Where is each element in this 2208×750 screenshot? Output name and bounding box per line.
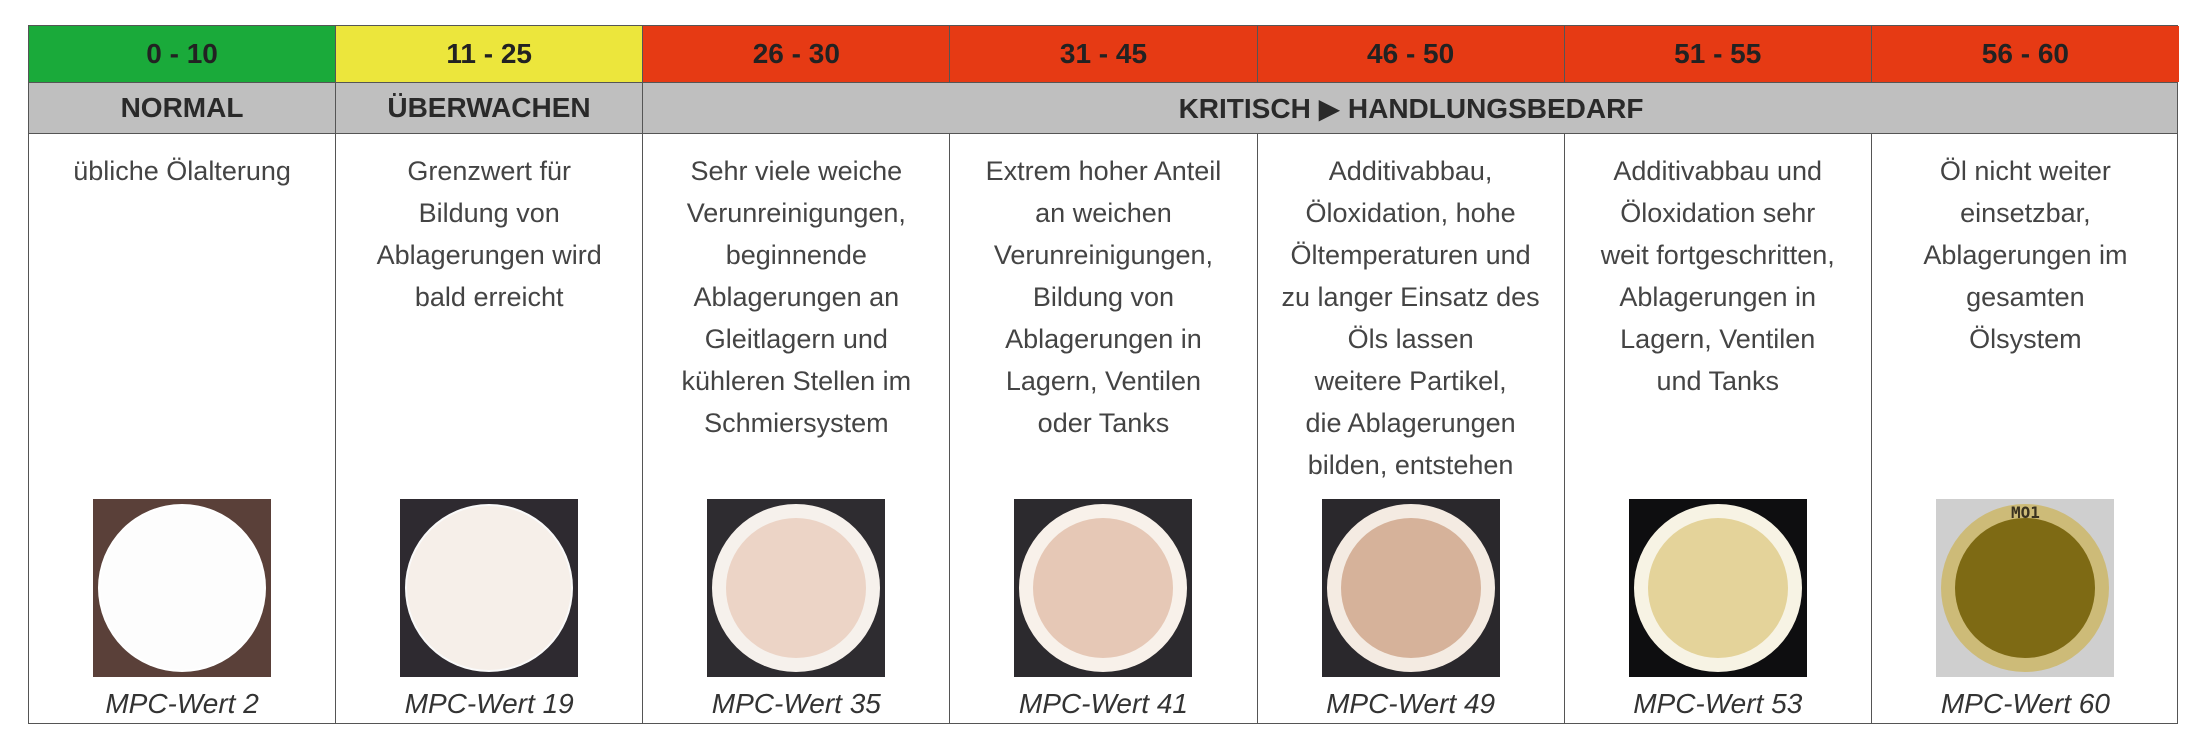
filter-patch-image xyxy=(707,499,885,677)
level-description xyxy=(956,150,1250,444)
description-line: zu langer Einsatz des xyxy=(1281,282,1540,312)
description-line: bilden, entstehen xyxy=(1307,450,1514,480)
patch-ring xyxy=(1019,504,1187,672)
filter-patch-image xyxy=(1936,499,2114,677)
description-line: Ablagerungen im xyxy=(1923,240,2128,270)
description-line: Verunreinigungen, xyxy=(993,240,1214,270)
mpc-value-label: MPC-Wert 41 xyxy=(1018,688,1188,719)
description-line: Öltemperaturen und xyxy=(1290,240,1531,270)
description-line: an weichen xyxy=(1035,198,1172,228)
patch-ring xyxy=(98,504,266,672)
description-line: oder Tanks xyxy=(1037,408,1170,438)
description-line: beginnende xyxy=(725,240,867,270)
mpc-value-label: MPC-Wert 49 xyxy=(1326,688,1496,719)
status-ueberwachen: ÜBERWACHEN xyxy=(336,83,643,133)
description-line: weit fortgeschritten, xyxy=(1600,240,1835,270)
level-description xyxy=(649,150,943,444)
description-line: einsetzbar, xyxy=(1960,198,2091,228)
patch-deposit xyxy=(407,506,571,670)
status-kritisch: KRITISCH ▶ HANDLUNGSBEDARF xyxy=(1178,92,1644,124)
filter-patch-image xyxy=(93,499,271,677)
mpc-scale-table xyxy=(28,25,2178,724)
patch-ring xyxy=(712,504,880,672)
mpc-value-label: MPC-Wert 53 xyxy=(1633,688,1803,719)
patch-deposit xyxy=(1648,518,1788,658)
patch-deposit xyxy=(100,506,264,670)
status-row xyxy=(29,82,2177,134)
level-description xyxy=(1264,150,1558,486)
level-column xyxy=(1872,134,2179,723)
description-line: Ablagerungen an xyxy=(693,282,900,312)
description-line: die Ablagerungen xyxy=(1305,408,1516,438)
description-line: Ölsystem xyxy=(1969,324,2082,354)
mpc-value-label: MPC-Wert 60 xyxy=(1940,688,2110,719)
description-line: Ablagerungen in xyxy=(1619,282,1817,312)
description-line: Ablagerungen in xyxy=(1005,324,1202,354)
description-line: Lagern, Ventilen xyxy=(1620,324,1816,354)
description-line: bald erreicht xyxy=(414,282,564,312)
description-line: Grenzwert für xyxy=(407,156,571,186)
level-column xyxy=(643,134,950,723)
level-description xyxy=(342,150,636,318)
description-line: Öls lassen xyxy=(1347,324,1474,354)
mpc-value-label: MPC-Wert 19 xyxy=(404,688,574,719)
description-line: Verunreinigungen, xyxy=(686,198,906,228)
description-line: Extrem hoher Anteil xyxy=(985,156,1222,186)
description-line: Öloxidation sehr xyxy=(1620,198,1816,228)
patch-deposit xyxy=(726,518,866,658)
description-line: Additivabbau und xyxy=(1613,156,1823,186)
description-line: Bildung von xyxy=(418,198,560,228)
mpc-value-label: MPC-Wert 2 xyxy=(105,688,259,719)
mpc-value-label: MPC-Wert 35 xyxy=(711,688,881,719)
range-cell: 51 - 55 xyxy=(1565,26,1872,82)
description-line: Lagern, Ventilen xyxy=(1005,366,1202,396)
patch-deposit xyxy=(1341,518,1481,658)
level-description xyxy=(1571,150,1865,402)
range-cell: 56 - 60 xyxy=(1872,26,2179,82)
level-column xyxy=(1258,134,1565,723)
level-column xyxy=(29,134,336,723)
patch-deposit xyxy=(1955,518,2095,658)
range-cell: 26 - 30 xyxy=(643,26,950,82)
patch-ring xyxy=(1634,504,1802,672)
range-cell: 11 - 25 xyxy=(336,26,643,82)
description-line: und Tanks xyxy=(1656,366,1780,396)
patch-ring xyxy=(405,504,573,672)
level-description xyxy=(1878,150,2173,360)
description-line: kühleren Stellen im xyxy=(681,366,912,396)
level-description xyxy=(35,150,329,192)
description-line: Ablagerungen wird xyxy=(376,240,602,270)
patch-deposit xyxy=(1033,518,1173,658)
filter-patch-image xyxy=(1629,499,1807,677)
patch-ring xyxy=(1327,504,1495,672)
description-line: gesamten xyxy=(1966,282,2085,312)
range-row xyxy=(29,26,2177,82)
description-line: Bildung von xyxy=(1032,282,1175,312)
status-normal: NORMAL xyxy=(29,83,336,133)
range-cell: 0 - 10 xyxy=(29,26,336,82)
filter-patch-image xyxy=(1014,499,1192,677)
filter-patch-image xyxy=(400,499,578,677)
description-line: Additivabbau, xyxy=(1328,156,1493,186)
level-column xyxy=(336,134,643,723)
description-line: Schmiersystem xyxy=(704,408,889,438)
patch-handwritten-label: MO1 xyxy=(2010,503,2040,522)
patch-ring xyxy=(1941,504,2109,672)
description-line: weitere Partikel, xyxy=(1314,366,1507,396)
range-cell: 31 - 45 xyxy=(950,26,1257,82)
description-line: Öl nicht weiter xyxy=(1939,156,2111,186)
level-column xyxy=(950,134,1257,723)
range-cell: 46 - 50 xyxy=(1258,26,1565,82)
level-column xyxy=(1565,134,1872,723)
description-line: Sehr viele weiche xyxy=(690,156,903,186)
description-line: übliche Ölalterung xyxy=(73,156,291,186)
description-line: Gleitlagern und xyxy=(704,324,888,354)
filter-patch-image xyxy=(1322,499,1500,677)
description-line: Öloxidation, hohe xyxy=(1305,198,1516,228)
body-row xyxy=(29,134,2177,723)
